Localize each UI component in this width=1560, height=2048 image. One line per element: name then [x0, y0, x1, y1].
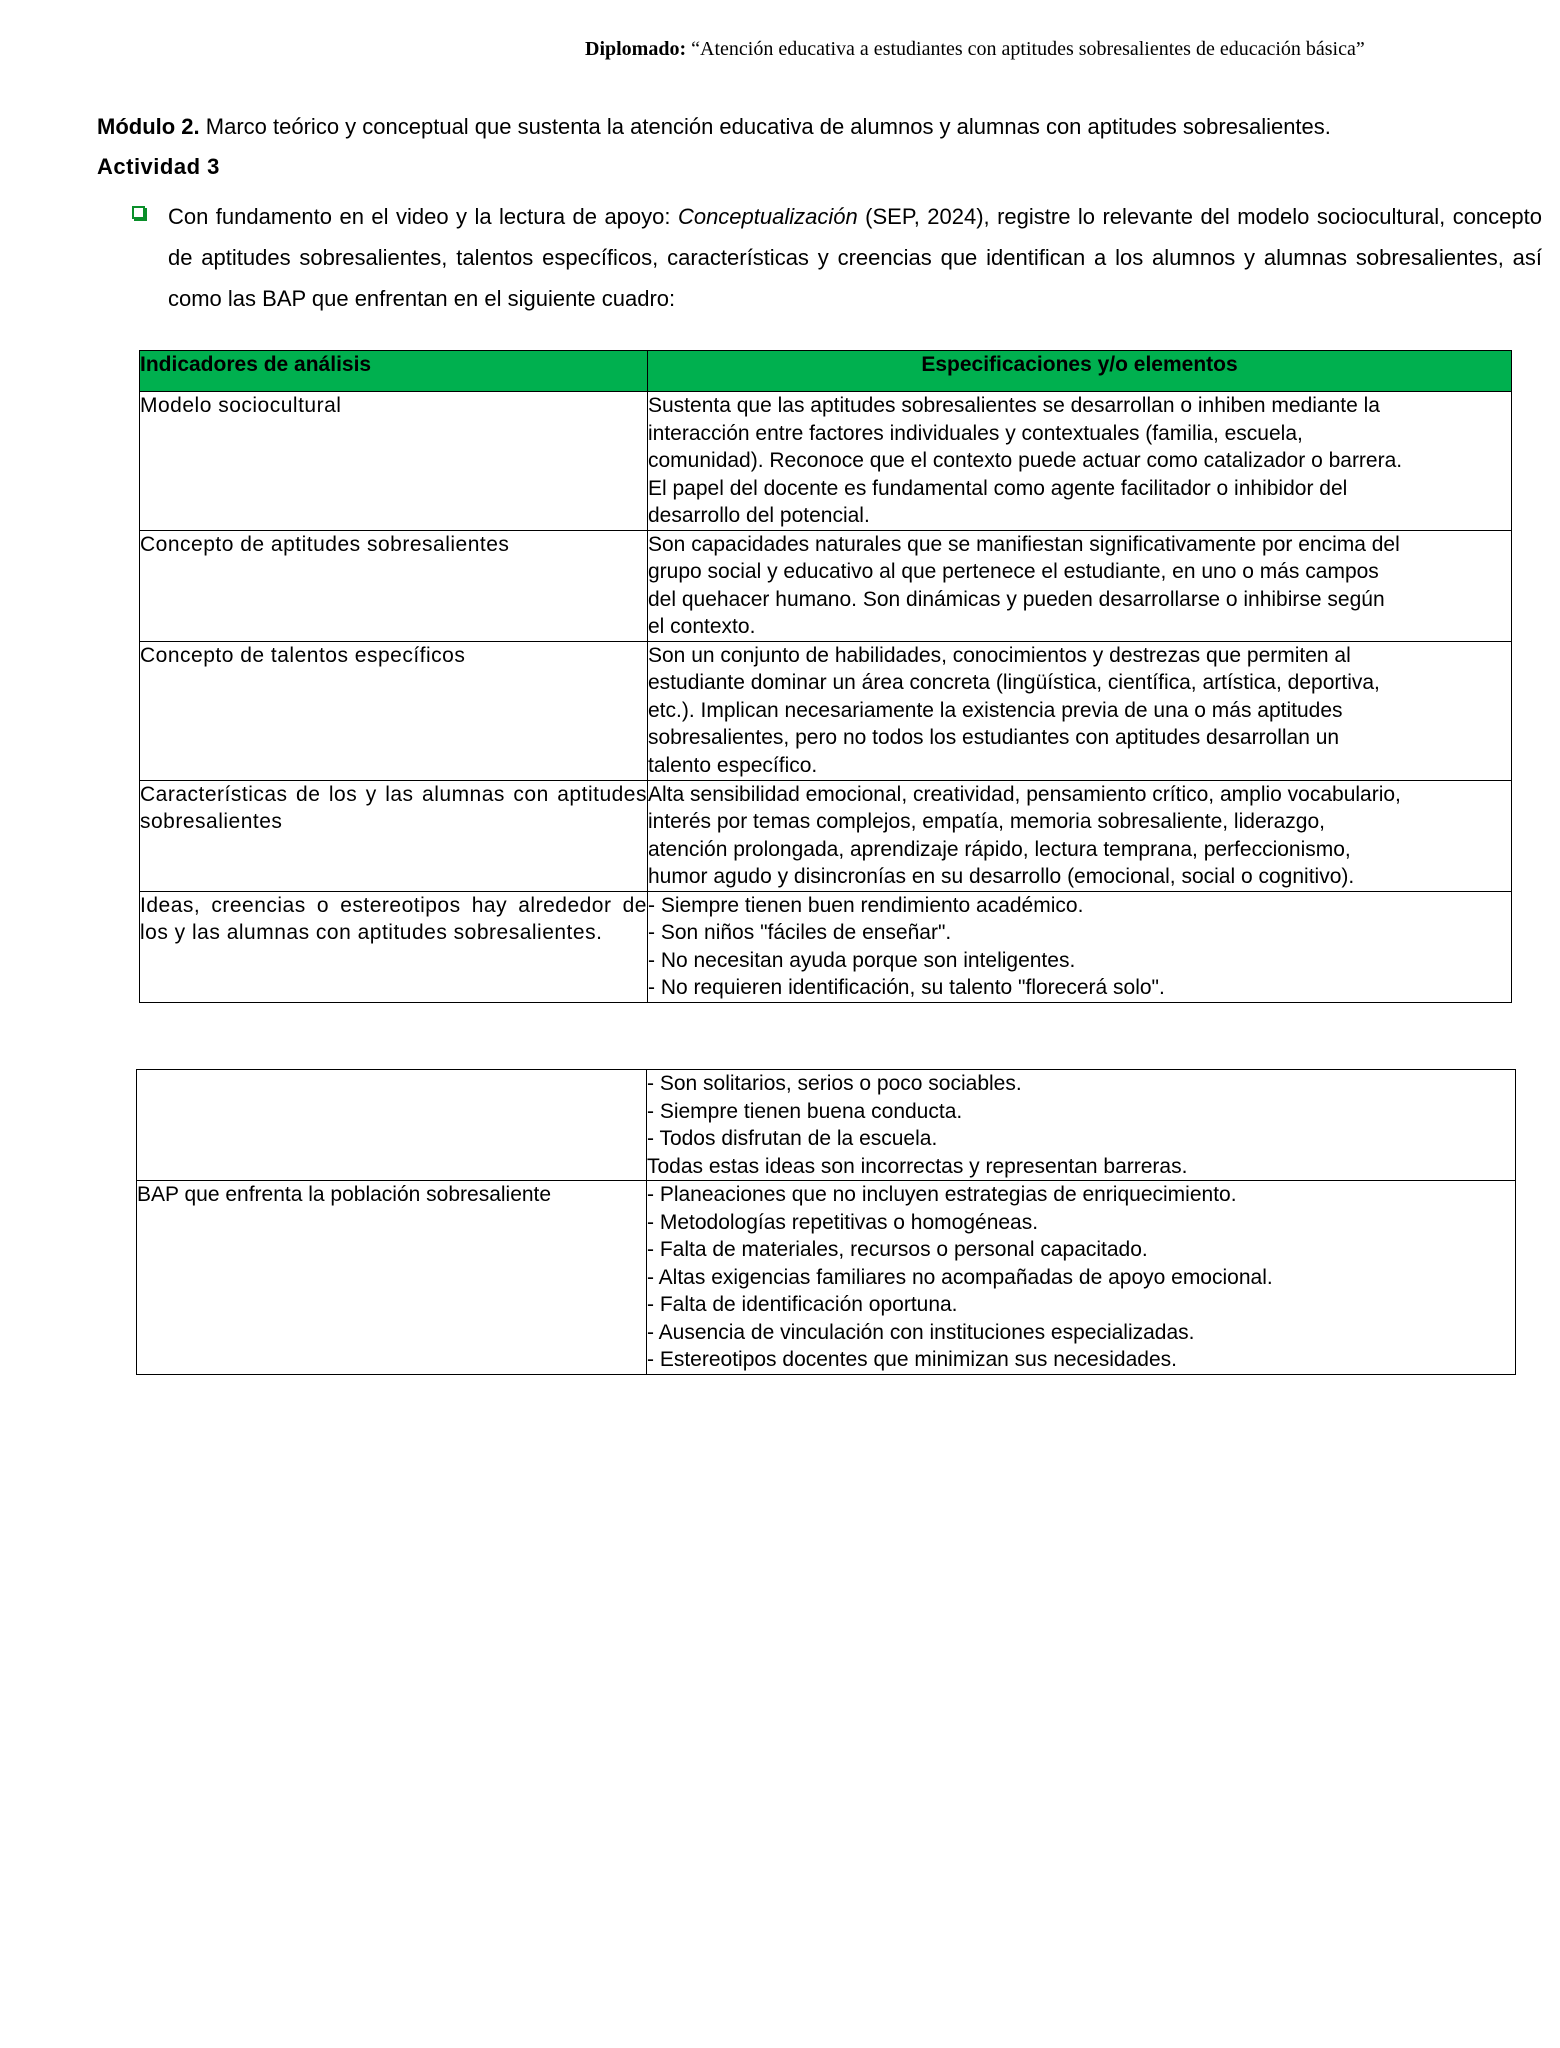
- table-row: [140, 392, 1512, 531]
- specification-cell: [647, 1181, 1516, 1375]
- specification-line: Todas estas ideas son incorrectas y representan barreras.: [647, 1154, 1188, 1178]
- specification-line: - Todos disfrutan de la escuela.: [647, 1127, 938, 1150]
- header-label: Diplomado:: [585, 38, 687, 60]
- specification-line: desarrollo del potencial.: [648, 504, 870, 527]
- specification-line: atención prolongada, aprendizaje rápido, lectura temprana, perfeccionismo,: [648, 837, 1351, 861]
- specification-cell: [648, 891, 1512, 1002]
- indicator-cell: BAP que enfrenta la población sobresaliente: [137, 1181, 647, 1375]
- table-row: [140, 530, 1512, 641]
- table-header-row: [140, 351, 1512, 392]
- instruction-after: (SEP, 2024), registre lo relevante del modelo sociocultural, concepto de aptitudes sobresalientes, talentos específicos, características y creencias que identifican a los alumnos y alumnas sobresalientes, así como las BAP que enfrentan en el siguiente cuadro:: [168, 204, 1542, 311]
- instruction-reading-title: Conceptualización: [677, 204, 858, 229]
- module-label: Módulo 2.: [97, 114, 200, 139]
- specification-line: - Metodologías repetitivas o homogéneas.: [647, 1210, 1039, 1234]
- indicator-cell: [137, 1070, 647, 1181]
- specification-line: el contexto.: [648, 615, 756, 638]
- checkbox-bullet-icon: [132, 206, 145, 219]
- specification-line: estudiante dominar un área concreta (lingüística, científica, artística, deportiva,: [648, 671, 1380, 694]
- specification-line: - Siempre tienen buen rendimiento académico.: [648, 893, 1084, 917]
- specification-line: - No necesitan ayuda porque son inteligentes.: [648, 948, 1076, 972]
- specification-line: El papel del docente es fundamental como agente facilitador o inhibidor del: [648, 476, 1348, 500]
- analysis-table: [139, 350, 1512, 1003]
- module-text: Marco teórico y conceptual que sustenta la atención educativa de alumnos y alumnas con aptitudes sobresalientes.: [205, 114, 1331, 139]
- document-header: [585, 38, 1485, 61]
- header-indicators: Indicadores de análisis: [140, 351, 648, 392]
- specification-line: - No requieren identificación, su talento "florecerá solo".: [648, 976, 1165, 999]
- specification-line: - Falta de identificación oportuna.: [647, 1293, 958, 1316]
- specification-cell: [647, 1070, 1516, 1181]
- specification-cell: [648, 392, 1512, 531]
- specification-line: - Siempre tienen buena conducta.: [647, 1099, 963, 1123]
- specification-line: - Son niños "fáciles de enseñar".: [648, 921, 952, 944]
- table-row: [140, 641, 1512, 780]
- indicator-cell: Ideas, creencias o estereotipos hay alrededor de los y las alumnas con aptitudes sobresalientes.: [140, 891, 648, 1002]
- specification-cell: [648, 530, 1512, 641]
- specification-line: - Estereotipos docentes que minimizan sus necesidades.: [647, 1348, 1177, 1371]
- specification-line: Son capacidades naturales que se manifiestan significativamente por encima del: [648, 532, 1400, 556]
- specification-line: Son un conjunto de habilidades, conocimientos y destrezas que permiten al: [648, 643, 1351, 667]
- specification-line: - Son solitarios, serios o poco sociables.: [647, 1072, 1022, 1095]
- specification-line: Alta sensibilidad emocional, creatividad, pensamiento crítico, amplio vocabulario,: [648, 782, 1401, 806]
- specification-line: sobresalientes, pero no todos los estudiantes con aptitudes desarrollan un: [648, 726, 1340, 749]
- specification-line: grupo social y educativo al que pertenece el estudiante, en uno o más campos: [648, 560, 1379, 583]
- specification-line: - Planeaciones que no incluyen estrategias de enriquecimiento.: [647, 1183, 1237, 1206]
- indicator-cell: Modelo sociocultural: [140, 392, 648, 531]
- table-row: [137, 1070, 1516, 1181]
- specification-line: interés por temas complejos, empatía, memoria sobresaliente, liderazgo,: [648, 810, 1325, 833]
- header-specifications: Especificaciones y/o elementos: [648, 351, 1512, 392]
- specification-line: - Ausencia de vinculación con instituciones especializadas.: [647, 1320, 1195, 1344]
- specification-line: - Falta de materiales, recursos o personal capacitado.: [647, 1238, 1148, 1261]
- table-row: [140, 780, 1512, 891]
- instruction-text: [168, 196, 1542, 319]
- table-row: [137, 1181, 1516, 1375]
- instruction-before: Con fundamento en el video y la lectura de apoyo:: [168, 204, 678, 229]
- specification-line: comunidad). Reconoce que el contexto puede actuar como catalizador o barrera.: [648, 449, 1403, 472]
- indicator-cell: Concepto de talentos específicos: [140, 641, 648, 780]
- table-row: [140, 891, 1512, 1002]
- instruction-paragraph: [132, 196, 1542, 319]
- indicator-cell: Concepto de aptitudes sobresalientes: [140, 530, 648, 641]
- specification-line: - Altas exigencias familiares no acompañadas de apoyo emocional.: [647, 1265, 1273, 1289]
- continuation-table: [136, 1069, 1516, 1375]
- specification-line: talento específico.: [648, 753, 818, 777]
- header-title: “Atención educativa a estudiantes con aptitudes sobresalientes de educación básica”: [691, 38, 1365, 60]
- specification-line: del quehacer humano. Son dinámicas y pueden desarrollarse o inhibirse según: [648, 587, 1385, 611]
- activity-heading: Actividad 3: [97, 154, 220, 179]
- specification-cell: [648, 641, 1512, 780]
- specification-line: Sustenta que las aptitudes sobresalientes se desarrollan o inhiben mediante la: [648, 394, 1380, 417]
- specification-line: interacción entre factores individuales y contextuales (familia, escuela,: [648, 421, 1303, 445]
- indicator-cell: Características de los y las alumnas con aptitudes sobresalientes: [140, 780, 648, 891]
- specification-line: humor agudo y disincronías en su desarrollo (emocional, social o cognitivo).: [648, 865, 1355, 888]
- specification-line: etc.). Implican necesariamente la existencia previa de una o más aptitudes: [648, 698, 1343, 722]
- specification-cell: [648, 780, 1512, 891]
- module-heading: [97, 114, 1537, 140]
